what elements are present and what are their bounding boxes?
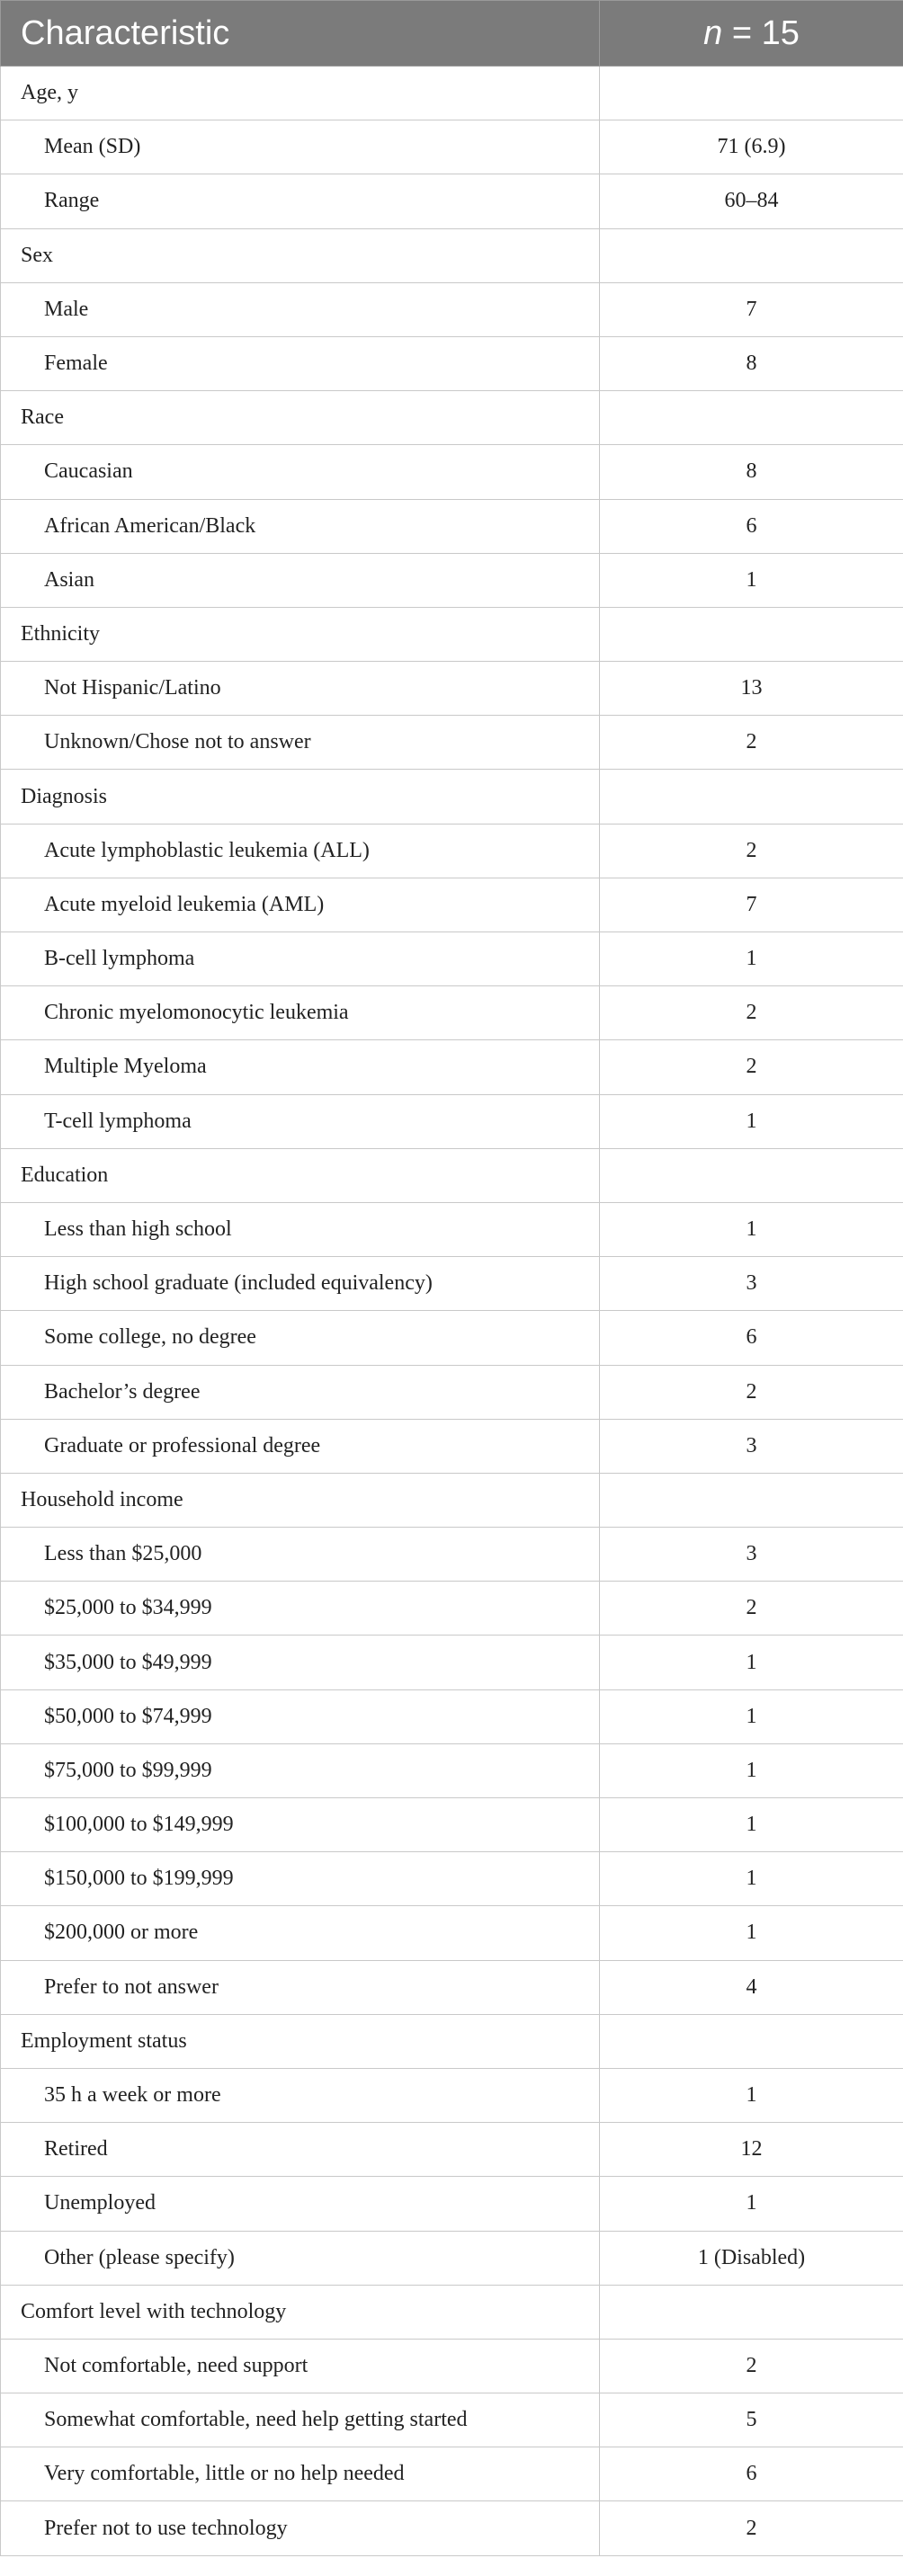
row-value: 3: [600, 1257, 903, 1311]
group-value-cell: [600, 1473, 903, 1527]
header-sample-size: [600, 1, 903, 67]
row-value: 2: [600, 986, 903, 1040]
row-value: 1: [600, 1094, 903, 1148]
row-label: Unknown/Chose not to answer: [1, 716, 600, 770]
row-label: $35,000 to $49,999: [1, 1636, 600, 1689]
row-value: 2: [600, 2501, 903, 2555]
row-value: 1: [600, 1906, 903, 1960]
row-label: Multiple Myeloma: [1, 1040, 600, 1094]
row-value: 2: [600, 824, 903, 878]
row-label: Not Hispanic/Latino: [1, 662, 600, 716]
table-row: [1, 824, 903, 878]
group-row: [1, 228, 903, 282]
row-label: Not comfortable, need support: [1, 2339, 600, 2393]
row-value: 1: [600, 1202, 903, 1256]
table-row: [1, 1040, 903, 1094]
group-label: Household income: [1, 1473, 600, 1527]
row-value: 13: [600, 662, 903, 716]
row-label: Bachelor’s degree: [1, 1365, 600, 1419]
table-row: [1, 1094, 903, 1148]
row-value: 7: [600, 282, 903, 336]
group-row: [1, 1473, 903, 1527]
row-value: 1 (Disabled): [600, 2231, 903, 2285]
table-row: [1, 932, 903, 986]
group-label: Race: [1, 391, 600, 445]
group-label: Diagnosis: [1, 770, 600, 824]
row-label: Prefer to not answer: [1, 1960, 600, 2014]
group-row: [1, 67, 903, 120]
row-value: 1: [600, 2177, 903, 2231]
row-label: Female: [1, 336, 600, 390]
row-label: Less than $25,000: [1, 1528, 600, 1582]
table-row: [1, 2501, 903, 2555]
table-row: [1, 1852, 903, 1906]
group-row: [1, 1148, 903, 1202]
table-row: [1, 1636, 903, 1689]
row-label: Acute lymphoblastic leukemia (ALL): [1, 824, 600, 878]
row-value: 7: [600, 878, 903, 931]
row-label: Mean (SD): [1, 120, 600, 174]
table-row: [1, 282, 903, 336]
table-row: [1, 1689, 903, 1743]
table-row: [1, 878, 903, 931]
row-label: B-cell lymphoma: [1, 932, 600, 986]
table-row: [1, 445, 903, 499]
group-row: [1, 607, 903, 661]
row-value: 2: [600, 1040, 903, 1094]
table-row: [1, 716, 903, 770]
group-label: Ethnicity: [1, 607, 600, 661]
table-row: [1, 662, 903, 716]
group-value-cell: [600, 770, 903, 824]
table-row: [1, 1582, 903, 1636]
header-characteristic: Characteristic: [1, 1, 600, 67]
table-row: [1, 1311, 903, 1365]
row-value: 1: [600, 553, 903, 607]
row-label: Acute myeloid leukemia (AML): [1, 878, 600, 931]
row-label: Asian: [1, 553, 600, 607]
row-value: 8: [600, 445, 903, 499]
row-label: Retired: [1, 2123, 600, 2177]
row-label: $100,000 to $149,999: [1, 1798, 600, 1852]
row-label: Unemployed: [1, 2177, 600, 2231]
row-value: 1: [600, 2068, 903, 2122]
row-label: Prefer not to use technology: [1, 2501, 600, 2555]
row-label: Other (please specify): [1, 2231, 600, 2285]
table-header: [1, 1, 903, 67]
row-value: 6: [600, 1311, 903, 1365]
row-value: 6: [600, 499, 903, 553]
row-value: 1: [600, 1636, 903, 1689]
row-label: African American/Black: [1, 499, 600, 553]
table-row: [1, 499, 903, 553]
group-label: Education: [1, 1148, 600, 1202]
table-row: [1, 2447, 903, 2501]
table-row: [1, 2177, 903, 2231]
row-label: Male: [1, 282, 600, 336]
row-value: 2: [600, 1365, 903, 1419]
row-label: $150,000 to $199,999: [1, 1852, 600, 1906]
row-value: 1: [600, 1743, 903, 1797]
table-row: [1, 553, 903, 607]
table-row: [1, 1257, 903, 1311]
table-row: [1, 120, 903, 174]
group-value-cell: [600, 67, 903, 120]
table-row: [1, 1960, 903, 2014]
group-value-cell: [600, 391, 903, 445]
group-row: [1, 770, 903, 824]
group-value-cell: [600, 2285, 903, 2339]
table-row: [1, 1365, 903, 1419]
table-row: [1, 2339, 903, 2393]
group-label: Sex: [1, 228, 600, 282]
row-value: 71 (6.9): [600, 120, 903, 174]
table-row: [1, 2393, 903, 2447]
row-value: 2: [600, 2339, 903, 2393]
group-value-cell: [600, 2014, 903, 2068]
table-row: [1, 2231, 903, 2285]
table-row: [1, 1528, 903, 1582]
row-value: 1: [600, 1689, 903, 1743]
table-body: [1, 67, 903, 2556]
row-value: 3: [600, 1528, 903, 1582]
table-row: [1, 2068, 903, 2122]
row-value: 1: [600, 932, 903, 986]
table-row: [1, 1743, 903, 1797]
row-label: Graduate or professional degree: [1, 1419, 600, 1473]
header-n-variable: n: [703, 13, 723, 52]
row-value: 6: [600, 2447, 903, 2501]
row-value: 4: [600, 1960, 903, 2014]
group-row: [1, 2285, 903, 2339]
table-row: [1, 1419, 903, 1473]
table-row: [1, 1202, 903, 1256]
row-label: T-cell lymphoma: [1, 1094, 600, 1148]
row-label: $200,000 or more: [1, 1906, 600, 1960]
row-label: High school graduate (included equivalency): [1, 1257, 600, 1311]
row-label: Very comfortable, little or no help needed: [1, 2447, 600, 2501]
row-label: $75,000 to $99,999: [1, 1743, 600, 1797]
group-label: Age, y: [1, 67, 600, 120]
row-value: 2: [600, 1582, 903, 1636]
row-label: Less than high school: [1, 1202, 600, 1256]
row-label: 35 h a week or more: [1, 2068, 600, 2122]
group-label: Employment status: [1, 2014, 600, 2068]
row-value: 60–84: [600, 174, 903, 228]
table-row: [1, 1906, 903, 1960]
row-label: Somewhat comfortable, need help getting started: [1, 2393, 600, 2447]
table-row: [1, 986, 903, 1040]
row-value: 1: [600, 1798, 903, 1852]
row-value: 12: [600, 2123, 903, 2177]
row-value: 3: [600, 1419, 903, 1473]
group-value-cell: [600, 607, 903, 661]
header-n-value: = 15: [722, 13, 800, 52]
group-label: Comfort level with technology: [1, 2285, 600, 2339]
table-row: [1, 174, 903, 228]
header-row: [1, 1, 903, 67]
row-value: 2: [600, 716, 903, 770]
table-row: [1, 2123, 903, 2177]
row-value: 8: [600, 336, 903, 390]
group-value-cell: [600, 1148, 903, 1202]
row-label: Some college, no degree: [1, 1311, 600, 1365]
row-value: 5: [600, 2393, 903, 2447]
row-label: $25,000 to $34,999: [1, 1582, 600, 1636]
group-row: [1, 391, 903, 445]
table-row: [1, 1798, 903, 1852]
row-label: Range: [1, 174, 600, 228]
row-label: $50,000 to $74,999: [1, 1689, 600, 1743]
group-row: [1, 2014, 903, 2068]
table-row: [1, 336, 903, 390]
row-label: Chronic myelomonocytic leukemia: [1, 986, 600, 1040]
row-value: 1: [600, 1852, 903, 1906]
row-label: Caucasian: [1, 445, 600, 499]
group-value-cell: [600, 228, 903, 282]
